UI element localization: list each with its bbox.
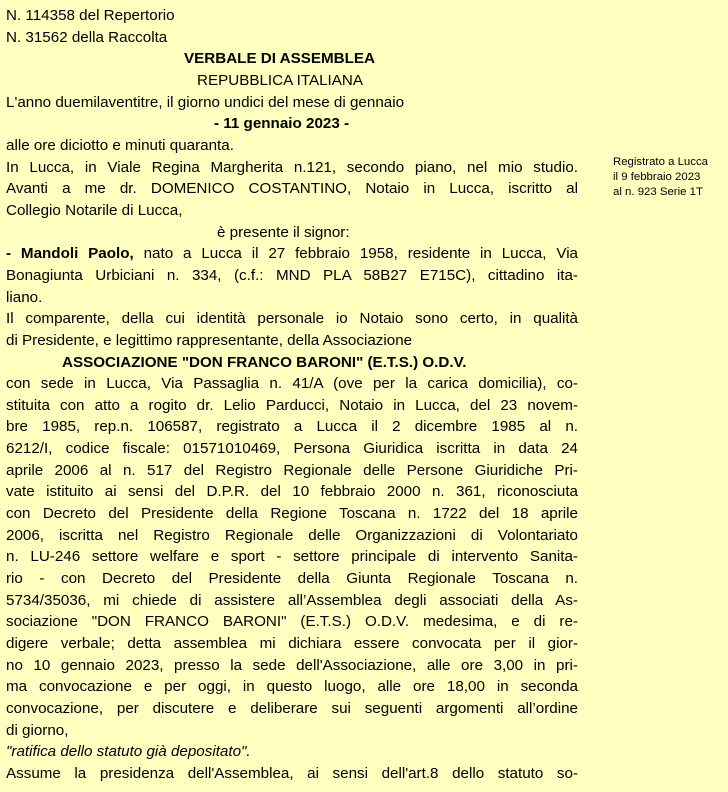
comparent-line-2: di Presidente, e legittimo rappresentante, della Associazione [6,331,413,349]
body-line: aprile 2006 al n. 517 del Registro Regionale delle Persone Giuridiche Pri- [6,461,578,479]
body-line: rio - con Decreto del Presidente della Giunta Regionale Toscana n. [6,570,578,588]
presidency-line: Assume la presidenza dell'Assemblea, ai sensi dell'art.8 dello statuto so- [6,764,578,782]
notary-line-2: Collegio Notarile di Lucca, [6,201,183,219]
registration-note-line: al n. 923 Serie 1T [613,186,703,198]
presence-line: è presente il signor: [217,223,350,241]
body-line: convocazione, per discutere e deliberare sui seguenti argomenti all’ordine [6,700,578,717]
person-line-2: Bonagiunta Urbiciani n. 334, (c.f.: MND PLA 58B27 E715C), cittadino ita- [6,266,578,284]
body-line: bre 1985, rep.n. 106587, registrato a Lucca il 2 dicembre 1985 al n. [6,418,578,436]
body-line: con sede in Lucca, Via Passaglia n. 41/A (ove per la carica domicilia), co- [6,375,578,393]
body-line: vate istituito ai sensi del D.P.R. del 10 febbraio 2000 n. 361, riconosciuta [6,483,578,501]
notary-line-1: Avanti a me dr. DOMENICO COSTANTINO, Notaio in Lucca, iscritto al [6,180,578,198]
body-line: no 10 gennaio 2023, presso la sede dell'Associazione, alle ore 3,00 in pri- [6,656,578,674]
intro-line: L'anno duemilaventitre, il giorno undici del mese di gennaio [6,93,405,111]
body-line: ma convocazione e per oggi, in questo luogo, alle ore 18,00 in seconda [6,678,578,696]
comparent-line-1: Il comparente, della cui identità personale io Notaio sono certo, in qualità [6,310,578,328]
document-subtitle: REPUBBLICA ITALIANA [197,71,363,89]
registration-note [613,155,728,200]
body-line: stituita con atto a rogito dr. Lelio Parducci, Notaio in Lucca, del 23 novem- [6,396,578,414]
body-line: con Decreto del Presidente della Regione Toscana n. 1722 del 18 aprile [6,505,578,523]
meeting-place: In Lucca, in Viale Regina Margherita n.121, secondo piano, nel mio studio. [6,158,578,176]
person-details: nato a Lucca il 27 febbraio 1958, residente in Lucca, Via [133,245,579,263]
agenda-intro: di giorno, [6,721,69,739]
repertorio-number: N. 114358 del Repertorio [6,7,175,24]
registration-note-line: Registrato a Lucca [613,156,708,168]
person-line-1 [6,243,578,265]
person-name: - Mandoli Paolo, [6,245,134,263]
body-line: 2006, iscritta nel Registro Regionale delle Organizzazioni di Volontariato [6,526,578,544]
association-name: ASSOCIAZIONE "DON FRANCO BARONI" (E.T.S.) O.D.V. [62,353,467,371]
meeting-time: alle ore diciotto e minuti quaranta. [6,136,234,154]
body-line: sociazione "DON FRANCO BARONI" (E.T.S.) O.D.V. medesima, e di re- [6,613,578,631]
document-title: VERBALE DI ASSEMBLEA [184,50,375,68]
meeting-date: - 11 gennaio 2023 - [214,115,350,133]
body-line: digere verbale; detta assemblea mi dichiara essere convocata per il gior- [6,635,578,653]
raccolta-number: N. 31562 della Raccolta [6,28,168,46]
body-line: n. LU-246 settore welfare e sport - settore principale di intervento Sanita- [6,548,578,566]
registration-note-line: il 9 febbraio 2023 [613,171,701,183]
person-line-3: liano. [6,288,43,306]
body-line: 5734/35036, mi chiede di assistere all’Assemblea degli associati della As- [6,591,578,609]
agenda-item: "ratifica dello statuto già depositato". [6,743,251,761]
notarial-document [6,5,578,785]
body-line: 6212/I, codice fiscale: 01571010469, Persona Giuridica iscritta in data 24 [6,440,578,458]
